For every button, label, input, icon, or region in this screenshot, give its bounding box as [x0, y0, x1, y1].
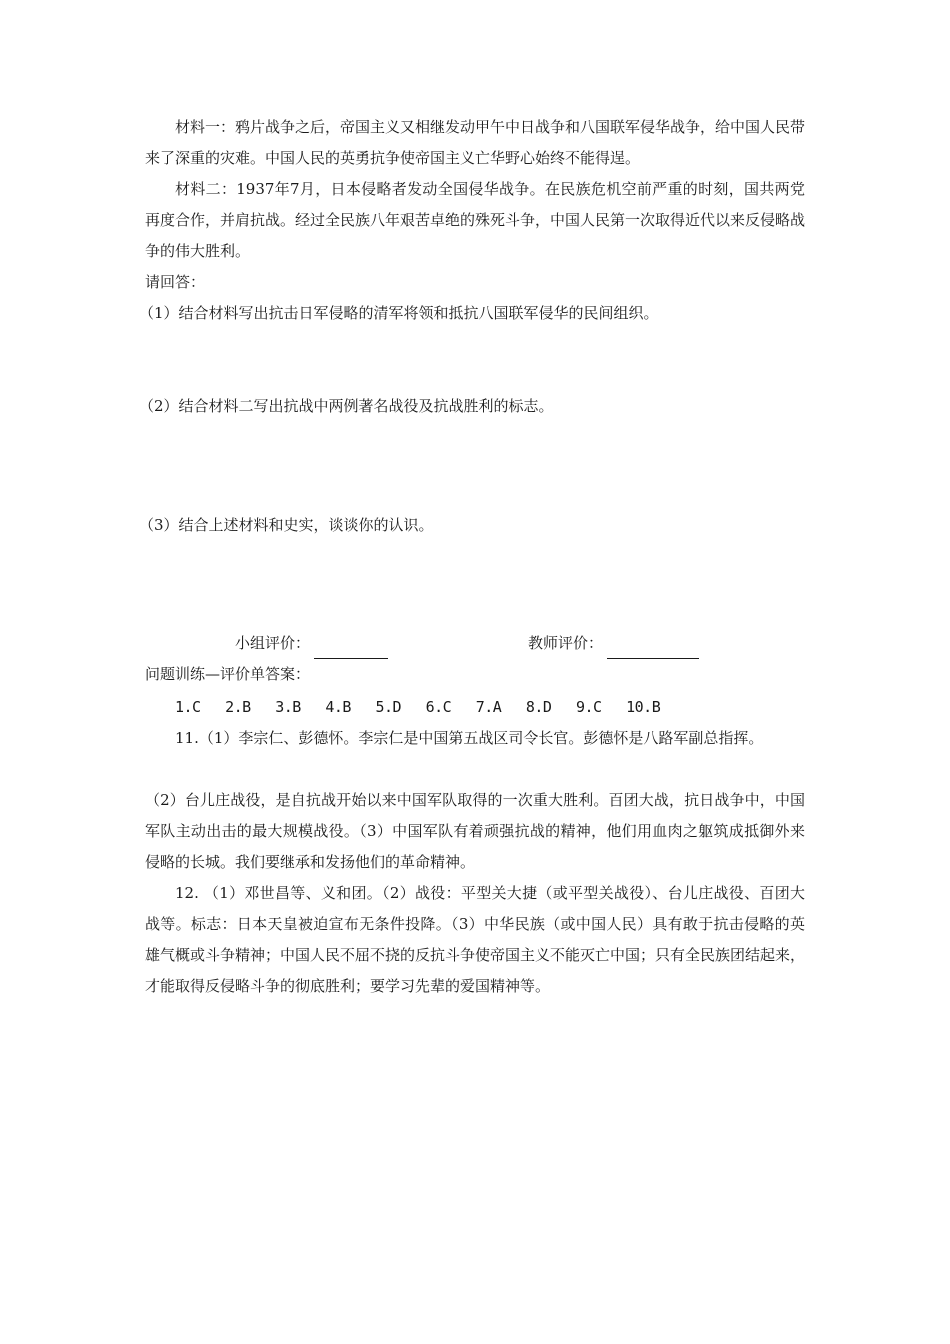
mc-answer: 9.C [576, 698, 602, 716]
mc-answer: 2.B [225, 698, 251, 716]
mc-answer: 6.C [425, 698, 452, 716]
mc-answer: 7.A [475, 698, 502, 716]
answer-11-part-2: （2）台儿庄战役，是自抗战开始以来中国军队取得的一次重大胜利。百团大战，抗日战争中，中国军队主动出击的最大规模战役。（3）中国军队有着顽强抗战的精神，他们用血肉之躯筑成抵御外来侵略的长城。我们要继承和发扬他们的革命精神。 [145, 791, 805, 871]
group-evaluation-label: 小组评价： [235, 634, 311, 652]
teacher-evaluation [528, 628, 699, 659]
mc-answer: 8.D [525, 698, 552, 716]
answers-title: 问题训练—评价单答案： [145, 665, 311, 683]
answer-11-part-1: 11.（1）李宗仁、彭德怀。李宗仁是中国第五战区司令长官。彭德怀是八路军副总指挥。 [175, 729, 764, 747]
question-1: （1）结合材料写出抗击日军侵略的清军将领和抵抗八国联军侵华的民间组织。 [139, 304, 659, 322]
mc-answer: 1.C [175, 698, 201, 716]
material-two-paragraph: 材料二：1937年7月，日本侵略者发动全国侵华战争。在民族危机空前严重的时刻，国共两党再度合作，并肩抗战。经过全民族八年艰苦卓绝的殊死斗争，中国人民第一次取得近代以来反侵略战争的伟大胜利。 [145, 180, 806, 260]
teacher-evaluation-label: 教师评价： [528, 634, 604, 652]
multiple-choice-answers [175, 692, 676, 723]
group-evaluation-blank[interactable] [314, 636, 388, 659]
material-one-paragraph: 材料一：鸦片战争之后，帝国主义又相继发动甲午中日战争和八国联军侵华战争，给中国人民带来了深重的灾难。中国人民的英勇抗争使帝国主义亡华野心始终不能得逞。 [145, 118, 806, 167]
question-3: （3）结合上述材料和史实，谈谈你的认识。 [139, 516, 434, 534]
group-evaluation [235, 628, 388, 659]
mc-answer: 3.B [275, 698, 301, 716]
teacher-evaluation-blank[interactable] [607, 636, 699, 659]
mc-answer: 10.B [626, 698, 661, 716]
mc-answer: 5.D [375, 698, 402, 716]
answer-12: 12. （1）邓世昌等、义和团。（2）战役：平型关大捷（或平型关战役）、台儿庄战役、百团大战等。标志：日本天皇被迫宣布无条件投降。（3）中华民族（或中国人民）具有敢于抗击侵略的英雄气概或斗争精神；中国人民不屈不挠的反抗斗争使帝国主义不能灭亡中国；只有全民族团结起来，才能取得反侵略斗争的彻底胜利；要学习先辈的爱国精神等。 [145, 884, 806, 995]
mc-answer: 4.B [325, 698, 351, 716]
answer-prompt: 请回答： [145, 273, 206, 291]
question-2: （2）结合材料二写出抗战中两例著名战役及抗战胜利的标志。 [139, 397, 554, 415]
